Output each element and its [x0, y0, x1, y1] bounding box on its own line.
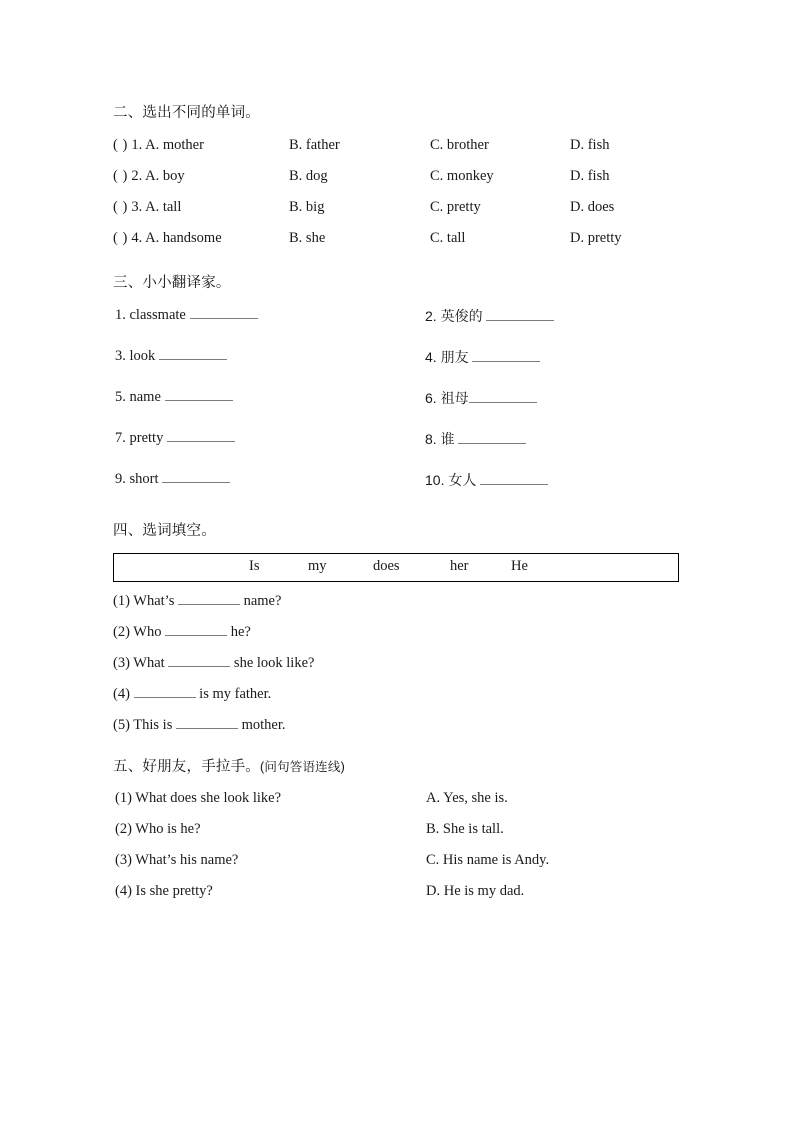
word-bank-item[interactable]: my: [308, 557, 327, 574]
translate-blank[interactable]: [472, 349, 540, 362]
translate-word-right: [425, 470, 548, 490]
translate-prompt: 1. classmate: [115, 306, 186, 323]
word-bank-item[interactable]: her: [450, 557, 469, 574]
mc-option-c[interactable]: C. tall: [430, 230, 466, 247]
translate-prompt: 8. 谁: [425, 430, 455, 447]
translate-blank[interactable]: [167, 429, 235, 442]
match-row: [113, 790, 713, 821]
translate-prompt: 10. 女人: [425, 471, 477, 488]
translate-blank[interactable]: [469, 390, 537, 403]
option-a-text: A. tall: [145, 199, 182, 216]
mc-option-d[interactable]: D. fish: [570, 168, 610, 185]
sentence-after: she look like?: [233, 654, 315, 671]
word-bank-inner: [114, 554, 678, 581]
translate-blank[interactable]: [480, 472, 548, 485]
translate-blank[interactable]: [162, 470, 230, 483]
fill-blank-row: [113, 654, 713, 685]
option-a-text: A. handsome: [145, 230, 222, 247]
translate-blank[interactable]: [159, 347, 227, 360]
translate-word-left: [115, 388, 233, 406]
question-number: 1.: [131, 137, 143, 154]
sentence-after: mother.: [241, 716, 286, 733]
fill-blank[interactable]: [168, 654, 230, 667]
mc-option-a[interactable]: [113, 230, 222, 247]
question-number: 4.: [131, 230, 143, 247]
worksheet-content: [113, 103, 713, 914]
mc-option-c[interactable]: C. pretty: [430, 199, 481, 216]
sentence-after: name?: [243, 592, 282, 609]
translate-blank[interactable]: [190, 306, 258, 319]
option-a-text: A. mother: [145, 137, 204, 154]
mc-question-row: [113, 230, 713, 261]
word-bank-item[interactable]: He: [511, 557, 528, 574]
match-row: [113, 821, 713, 852]
mc-option-b[interactable]: B. big: [289, 199, 325, 216]
translate-prompt: 3. look: [115, 347, 156, 364]
mc-option-c[interactable]: C. monkey: [430, 168, 494, 185]
mc-option-b[interactable]: B. father: [289, 137, 340, 154]
mc-option-a[interactable]: [113, 168, 185, 185]
fill-blank[interactable]: [134, 685, 196, 698]
mc-option-a[interactable]: [113, 137, 204, 154]
answer-bracket[interactable]: ( ): [113, 168, 128, 185]
question-number: 3.: [131, 199, 143, 216]
translate-word-left: [115, 306, 258, 324]
word-bank-box: [113, 553, 679, 582]
fill-blank-row: [113, 592, 713, 623]
section4-sentences: [113, 592, 713, 747]
translate-word-right: [425, 429, 526, 449]
match-answer[interactable]: A. Yes, she is.: [426, 790, 508, 807]
mc-option-b[interactable]: B. dog: [289, 168, 328, 185]
word-bank-item[interactable]: does: [373, 557, 400, 574]
question-number: 2.: [131, 168, 143, 185]
match-question[interactable]: (4) Is she pretty?: [115, 883, 213, 900]
mc-option-a[interactable]: [113, 199, 181, 216]
mc-option-c[interactable]: C. brother: [430, 137, 489, 154]
sentence-before: (2) Who: [113, 623, 162, 640]
fill-blank-row: [113, 623, 713, 654]
translate-row: [113, 429, 713, 470]
section5-pairs: [113, 790, 713, 914]
translate-prompt: 7. pretty: [115, 429, 164, 446]
translate-prompt: 4. 朋友: [425, 348, 469, 365]
translate-word-left: [115, 470, 230, 488]
match-answer[interactable]: B. She is tall.: [426, 821, 504, 838]
section5-heading: [113, 757, 713, 777]
mc-option-d[interactable]: D. does: [570, 199, 615, 216]
sentence-after: he?: [230, 623, 251, 640]
match-question[interactable]: (1) What does she look like?: [115, 790, 282, 807]
sentence-after: is my father.: [199, 685, 272, 702]
translate-blank[interactable]: [486, 308, 554, 321]
section4-heading: 四、选词填空。: [113, 522, 216, 539]
translate-prompt: 5. name: [115, 388, 161, 405]
mc-option-d[interactable]: D. fish: [570, 137, 610, 154]
translate-row: [113, 306, 713, 347]
translate-blank[interactable]: [458, 431, 526, 444]
sentence-before: (1) What’s: [113, 592, 175, 609]
translate-word-right: [425, 388, 537, 408]
translate-blank[interactable]: [165, 388, 233, 401]
sentence-before: (3) What: [113, 654, 165, 671]
section2-questions: [113, 137, 713, 261]
translate-word-left: [115, 347, 227, 365]
option-a-text: A. boy: [145, 168, 185, 185]
sentence-before: (4): [113, 685, 130, 702]
match-question[interactable]: (2) Who is he?: [115, 821, 201, 838]
section5-heading-note: (问句答语连线): [260, 759, 345, 774]
mc-question-row: [113, 168, 713, 199]
mc-question-row: [113, 199, 713, 230]
answer-bracket[interactable]: ( ): [113, 199, 128, 216]
section2-heading: 二、选出不同的单词。: [113, 105, 260, 121]
fill-blank-row: [113, 716, 713, 747]
fill-blank-row: [113, 685, 713, 716]
match-row: [113, 883, 713, 914]
mc-option-d[interactable]: D. pretty: [570, 230, 622, 247]
fill-blank[interactable]: [178, 592, 240, 605]
sentence-before: (5) This is: [113, 716, 173, 733]
translate-row: [113, 388, 713, 429]
match-answer[interactable]: C. His name is Andy.: [426, 852, 550, 869]
mc-option-b[interactable]: B. she: [289, 230, 326, 247]
translate-row: [113, 470, 713, 511]
translate-prompt: 2. 英俊的: [425, 307, 483, 324]
answer-bracket[interactable]: ( ): [113, 230, 128, 247]
translate-prompt: 6. 祖母: [425, 389, 469, 406]
answer-bracket[interactable]: ( ): [113, 137, 128, 154]
translate-word-right: [425, 306, 554, 326]
match-row: [113, 852, 713, 883]
section3-items: [113, 306, 713, 511]
mc-question-row: [113, 137, 713, 168]
section3-heading: 三、小小翻译家。: [113, 275, 231, 292]
match-answer[interactable]: D. He is my dad.: [426, 883, 525, 900]
word-bank-item[interactable]: Is: [249, 557, 260, 574]
fill-blank[interactable]: [165, 623, 227, 636]
section5-heading-main: 五、好朋友，手拉手。: [113, 758, 260, 775]
translate-word-right: [425, 347, 540, 367]
match-question[interactable]: (3) What’s his name?: [115, 852, 239, 869]
translate-prompt: 9. short: [115, 470, 159, 487]
translate-word-left: [115, 429, 235, 447]
fill-blank[interactable]: [176, 716, 238, 729]
translate-row: [113, 347, 713, 388]
